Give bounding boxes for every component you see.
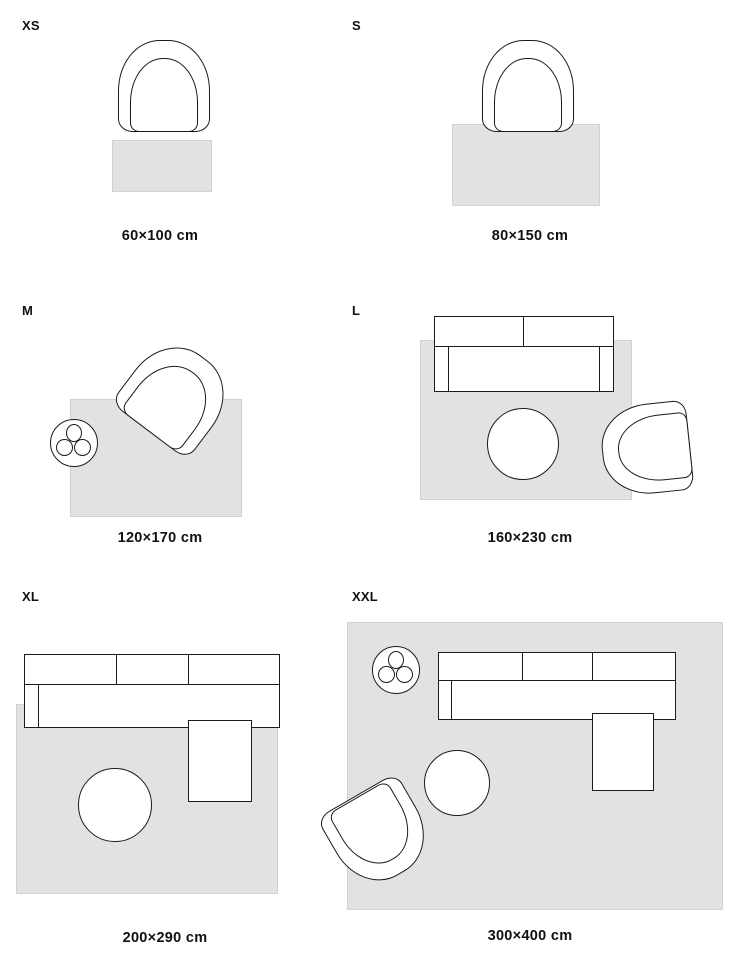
corner-sofa-seat-divider-1-xl — [116, 654, 117, 684]
scene-s — [330, 28, 730, 208]
plant-leaf-left-m — [56, 439, 73, 456]
size-cell-xs — [0, 0, 320, 270]
size-cell-xxl — [330, 580, 730, 960]
coffee-table-xxl — [424, 750, 490, 816]
coffee-table-xl — [78, 768, 152, 842]
size-cell-m — [0, 290, 320, 570]
scene-xl — [0, 612, 330, 902]
corner-sofa-arm-left-xl — [38, 684, 39, 728]
sofa-arm-left-l — [448, 346, 449, 392]
scene-xs — [0, 28, 320, 208]
scene-xxl — [330, 618, 730, 908]
dimension-label-m: 120×170 cm — [117, 530, 203, 546]
corner-sofa-backrest-line-xxl — [438, 680, 676, 681]
corner-sofa-seat-divider-2-xxl — [592, 652, 593, 680]
size-label-s: S — [352, 18, 361, 33]
sofa-seat-divider-l — [523, 316, 524, 346]
size-label-xs: XS — [22, 18, 40, 33]
rug-xs — [112, 140, 212, 192]
size-label-xxl: XXL — [352, 589, 378, 604]
size-label-l: L — [352, 303, 361, 318]
size-cell-s — [330, 0, 730, 270]
plant-leaf-left-xxl — [378, 666, 395, 683]
dimension-label-xxl: 300×400 cm — [487, 928, 573, 944]
armchair-group-l — [593, 389, 700, 506]
corner-sofa-seat-divider-2-xl — [188, 654, 189, 684]
size-label-m: M — [22, 303, 34, 318]
plant-leaf-right-m — [74, 439, 91, 456]
plant-icon-xxl — [372, 646, 420, 694]
corner-sofa-chaise-xxl — [592, 713, 654, 791]
corner-sofa-arm-left-xxl — [451, 680, 452, 720]
plant-icon-m — [50, 419, 98, 467]
scene-l — [330, 314, 730, 514]
plant-leaf-right-xxl — [396, 666, 413, 683]
corner-sofa-main-xxl — [438, 652, 676, 720]
dimension-label-l: 160×230 cm — [487, 530, 573, 546]
sofa-arm-right-l — [599, 346, 600, 392]
corner-sofa-backrest-line-xl — [24, 684, 280, 685]
size-cell-l — [330, 290, 730, 570]
dimension-label-xs: 60×100 cm — [121, 228, 199, 244]
size-cell-xl — [0, 580, 330, 960]
rug-s — [452, 124, 600, 206]
dimension-label-s: 80×150 cm — [491, 228, 569, 244]
corner-sofa-main-xl — [24, 654, 280, 728]
size-label-xl: XL — [22, 589, 40, 604]
corner-sofa-seat-divider-1-xxl — [522, 652, 523, 680]
sofa-backrest-line-l — [434, 346, 614, 347]
dimension-label-xl: 200×290 cm — [122, 930, 208, 946]
coffee-table-l — [487, 408, 559, 480]
scene-m — [0, 314, 320, 514]
corner-sofa-chaise-xl — [188, 720, 252, 802]
